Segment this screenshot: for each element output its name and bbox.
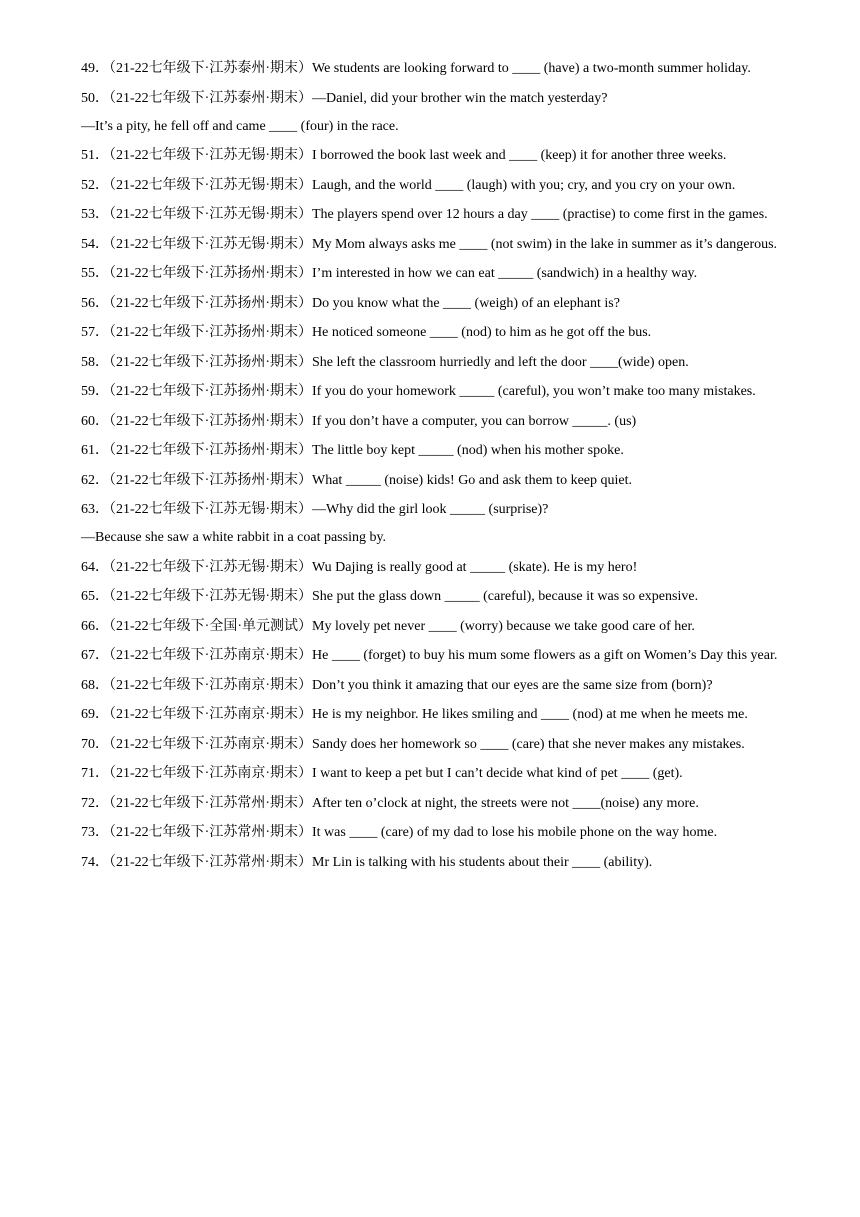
question-text: He is my neighbor. He likes smiling and ____ (nod) at me when he meets me. bbox=[312, 707, 748, 722]
question-66 bbox=[81, 613, 781, 641]
question-text: He noticed someone ____ (nod) to him as he got off the bus. bbox=[312, 325, 652, 340]
question-text-line2: —It’s a pity, he fell off and came ____ (four) in the race. bbox=[81, 118, 399, 134]
question-49 bbox=[81, 55, 781, 83]
question-50 bbox=[81, 85, 781, 141]
question-51 bbox=[81, 142, 781, 170]
question-number: 72． bbox=[81, 795, 109, 811]
question-source: （21-22七年级下·江苏无锡·期末） bbox=[109, 236, 312, 252]
question-63 bbox=[81, 496, 781, 552]
question-text: Do you know what the ____ (weigh) of an elephant is? bbox=[312, 295, 620, 311]
question-text: If you do your homework _____ (careful), you won’t make too many mistakes. bbox=[312, 384, 756, 399]
question-55 bbox=[81, 260, 781, 288]
question-text: After ten o’clock at night, the streets were not ____(noise) any more. bbox=[312, 795, 699, 811]
question-source: （21-22七年级下·江苏扬州·期末） bbox=[109, 325, 312, 340]
question-text: My lovely pet never ____ (worry) because we take good care of her. bbox=[312, 618, 695, 634]
question-52 bbox=[81, 172, 781, 200]
question-source: （21-22七年级下·江苏泰州·期末） bbox=[109, 61, 312, 76]
question-text: He ____ (forget) to buy his mum some flowers as a gift on Women’s Day this year. bbox=[312, 648, 778, 663]
question-69 bbox=[81, 701, 781, 729]
question-source: （21-22七年级下·江苏扬州·期末） bbox=[109, 266, 312, 281]
question-number: 63． bbox=[81, 502, 109, 517]
question-number: 56． bbox=[81, 295, 109, 311]
question-57 bbox=[81, 319, 781, 347]
question-67 bbox=[81, 642, 781, 670]
question-number: 68． bbox=[81, 677, 109, 693]
question-source: （21-22七年级下·江苏常州·期末） bbox=[109, 854, 312, 870]
question-list bbox=[81, 55, 781, 878]
question-62 bbox=[81, 467, 781, 495]
question-number: 62． bbox=[81, 472, 109, 488]
question-source: （21-22七年级下·江苏南京·期末） bbox=[109, 677, 312, 693]
question-text: —Why did the girl look _____ (surprise)? bbox=[312, 502, 549, 517]
question-59 bbox=[81, 378, 781, 406]
question-number: 49． bbox=[81, 61, 109, 76]
question-number: 71． bbox=[81, 766, 109, 781]
question-73 bbox=[81, 819, 781, 847]
question-number: 65． bbox=[81, 589, 109, 604]
question-text-line2: —Because she saw a white rabbit in a coat passing by. bbox=[81, 530, 387, 545]
question-64 bbox=[81, 554, 781, 582]
question-source: （21-22七年级下·江苏扬州·期末） bbox=[109, 384, 312, 399]
question-source: （21-22七年级下·江苏常州·期末） bbox=[109, 825, 312, 840]
question-number: 54． bbox=[81, 236, 109, 252]
question-source: （21-22七年级下·江苏无锡·期末） bbox=[109, 589, 312, 604]
question-text: Sandy does her homework so ____ (care) that she never makes any mistakes. bbox=[312, 736, 745, 752]
question-number: 73． bbox=[81, 825, 109, 840]
question-source: （21-22七年级下·江苏无锡·期末） bbox=[109, 177, 312, 193]
question-number: 58． bbox=[81, 354, 109, 370]
question-text: My Mom always asks me ____ (not swim) in the lake in summer as it’s dangerous. bbox=[312, 236, 778, 252]
question-source: （21-22七年级下·江苏无锡·期末） bbox=[109, 559, 312, 575]
question-source: （21-22七年级下·江苏扬州·期末） bbox=[109, 472, 312, 488]
question-60 bbox=[81, 408, 781, 436]
question-58 bbox=[81, 349, 781, 377]
question-text: We students are looking forward to ____ (have) a two-month summer holiday. bbox=[312, 61, 751, 76]
question-72 bbox=[81, 790, 781, 818]
question-number: 74． bbox=[81, 854, 109, 870]
question-number: 59． bbox=[81, 384, 109, 399]
question-71 bbox=[81, 760, 781, 788]
question-text: She put the glass down _____ (careful), because it was so expensive. bbox=[312, 589, 699, 604]
question-source: （21-22七年级下·江苏扬州·期末） bbox=[109, 413, 312, 429]
question-number: 53． bbox=[81, 207, 109, 222]
question-text: I’m interested in how we can eat _____ (sandwich) in a healthy way. bbox=[312, 266, 698, 281]
question-text: I borrowed the book last week and ____ (keep) it for another three weeks. bbox=[312, 148, 727, 163]
question-source: （21-22七年级下·江苏南京·期末） bbox=[109, 707, 312, 722]
question-text: I want to keep a pet but I can’t decide what kind of pet ____ (get). bbox=[312, 766, 683, 781]
question-text: —Daniel, did your brother win the match yesterday? bbox=[312, 90, 608, 106]
question-61 bbox=[81, 437, 781, 465]
question-text: Mr Lin is talking with his students about their ____ (ability). bbox=[312, 854, 653, 870]
question-56 bbox=[81, 290, 781, 318]
question-source: （21-22七年级下·江苏扬州·期末） bbox=[109, 443, 312, 458]
question-source: （21-22七年级下·江苏无锡·期末） bbox=[109, 207, 312, 222]
question-text: Don’t you think it amazing that our eyes are the same size from (born)? bbox=[312, 677, 713, 693]
question-number: 55． bbox=[81, 266, 109, 281]
question-text: It was ____ (care) of my dad to lose his mobile phone on the way home. bbox=[312, 825, 718, 840]
question-number: 61． bbox=[81, 443, 109, 458]
question-number: 50． bbox=[81, 90, 109, 106]
question-source: （21-22七年级下·江苏南京·期末） bbox=[109, 736, 312, 752]
question-source: （21-22七年级下·江苏南京·期末） bbox=[109, 648, 312, 663]
question-number: 57． bbox=[81, 325, 109, 340]
question-number: 64． bbox=[81, 559, 109, 575]
question-70 bbox=[81, 731, 781, 759]
question-source: （21-22七年级下·全国·单元测试） bbox=[109, 618, 312, 634]
question-text: The little boy kept _____ (nod) when his mother spoke. bbox=[312, 443, 624, 458]
question-text: The players spend over 12 hours a day ____ (practise) to come first in the games. bbox=[312, 207, 768, 222]
question-number: 51． bbox=[81, 148, 109, 163]
question-source: （21-22七年级下·江苏泰州·期末） bbox=[109, 90, 312, 106]
question-text: Laugh, and the world ____ (laugh) with you; cry, and you cry on your own. bbox=[312, 177, 736, 193]
question-65 bbox=[81, 583, 781, 611]
question-number: 66． bbox=[81, 618, 109, 634]
question-number: 67． bbox=[81, 648, 109, 663]
question-74 bbox=[81, 849, 781, 877]
question-text: What _____ (noise) kids! Go and ask them to keep quiet. bbox=[312, 472, 632, 488]
question-number: 60． bbox=[81, 413, 109, 429]
question-68 bbox=[81, 672, 781, 700]
question-source: （21-22七年级下·江苏常州·期末） bbox=[109, 795, 312, 811]
question-source: （21-22七年级下·江苏无锡·期末） bbox=[109, 502, 312, 517]
question-54 bbox=[81, 231, 781, 259]
question-number: 69． bbox=[81, 707, 109, 722]
question-source: （21-22七年级下·江苏扬州·期末） bbox=[109, 295, 312, 311]
question-text: If you don’t have a computer, you can borrow _____. (us) bbox=[312, 413, 637, 429]
question-number: 52． bbox=[81, 177, 109, 193]
question-text: She left the classroom hurriedly and left the door ____(wide) open. bbox=[312, 354, 689, 370]
question-53 bbox=[81, 201, 781, 229]
question-source: （21-22七年级下·江苏南京·期末） bbox=[109, 766, 312, 781]
question-text: Wu Dajing is really good at _____ (skate). He is my hero! bbox=[312, 559, 638, 575]
question-source: （21-22七年级下·江苏无锡·期末） bbox=[109, 148, 312, 163]
question-source: （21-22七年级下·江苏扬州·期末） bbox=[109, 354, 312, 370]
question-number: 70． bbox=[81, 736, 109, 752]
